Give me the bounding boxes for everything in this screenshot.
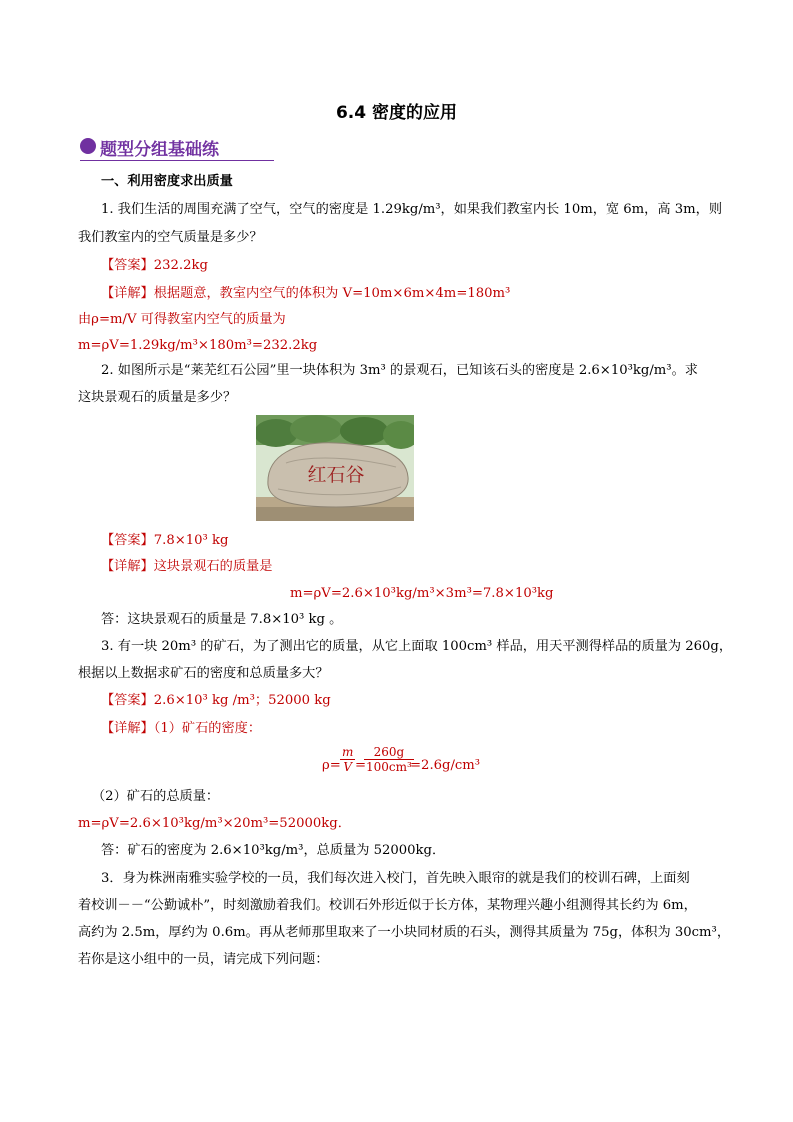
q2-conclusion: 答：这块景观石的质量是 7.8×10³ kg 。 xyxy=(101,612,343,627)
bullet-dot-icon xyxy=(80,138,96,154)
answer-value: 7.8×10³ kg xyxy=(153,533,229,548)
answer-tag: 【答案】 xyxy=(101,693,154,708)
detail-tag: 【详解】 xyxy=(101,559,154,574)
q3-detail-line2: （2）矿石的总质量： xyxy=(92,789,220,804)
section-header xyxy=(80,134,274,161)
q4-text-line3: 高约为 2.5m，厚约为 0.6m。再从老师那里取来了一小块同材质的石头，测得其质量为 75g，体积为 30cm³， xyxy=(78,925,731,940)
detail-text: 根据题意，教室内空气的体积为 V=10m×6m×4m=180m³ xyxy=(153,286,511,301)
rho-result: =2.6g/cm³ xyxy=(410,758,481,773)
landscape-stone-photo xyxy=(256,415,414,521)
q2-detail-line1 xyxy=(101,558,272,576)
q4-text-line4: 若你是这小组中的一员，请完成下列问题： xyxy=(78,952,329,967)
stone-image xyxy=(256,415,414,521)
section-header-label: 题型分组基础练 xyxy=(100,140,219,160)
q1-text-line2: 我们教室内的空气质量是多少？ xyxy=(78,230,263,245)
fraction-m-over-v xyxy=(340,745,355,774)
q3-answer xyxy=(101,692,331,710)
fraction-denominator: 100cm³ xyxy=(366,760,412,774)
q3-text-line2: 根据以上数据求矿石的密度和总质量多大？ xyxy=(78,666,329,681)
q2-formula: m=ρV=2.6×10³kg/m³×3m³=7.8×10³kg xyxy=(290,586,554,601)
q3-detail-line3: m=ρV=2.6×10³kg/m³×20m³=52000kg． xyxy=(78,816,351,831)
detail-tag: 【详解】 xyxy=(101,286,154,301)
subsection-heading: 一、利用密度求出质量 xyxy=(101,174,233,189)
answer-value: 232.2kg xyxy=(153,258,208,273)
q2-answer xyxy=(101,532,228,550)
q1-answer xyxy=(101,257,208,275)
q4-text-line2: 着校训－－“公勤诚朴”，时刻激励着我们。校训石外形近似于长方体，某物理兴趣小组测得其长约为 6m， xyxy=(78,898,697,913)
q1-detail-line1 xyxy=(101,285,510,303)
fraction-numerator: m xyxy=(342,745,354,759)
fraction-numerator: 260g xyxy=(364,745,414,760)
q2-text-line2: 这块景观石的质量是多少？ xyxy=(78,390,237,405)
q3-text-line1: 3. 有一块 20m³ 的矿石，为了测出它的质量，从它上面取 100cm³ 样品，用天平测得样品的质量为 260g， xyxy=(101,639,733,654)
q4-text-line1: 3．身为株洲南雅实验学校的一员，我们每次进入校门，首先映入眼帘的就是我们的校训石碑，上面刻 xyxy=(101,871,690,886)
q1-detail-line3: m=ρV=1.29kg/m³×180m³=232.2kg xyxy=(78,338,318,353)
answer-tag: 【答案】 xyxy=(101,533,154,548)
stone-engraving: 红石谷 xyxy=(307,464,365,486)
q3-conclusion: 答：矿石的密度为 2.6×10³kg/m³，总质量为 52000kg． xyxy=(101,843,446,858)
q1-detail-line2: 由ρ=m/V 可得教室内空气的质量为 xyxy=(78,312,286,327)
answer-tag: 【答案】 xyxy=(101,258,154,273)
detail-text: 这块景观石的质量是 xyxy=(153,559,273,574)
q2-text-line1: 2. 如图所示是“莱芜红石公园”里一块体积为 3m³ 的景观石，已知该石头的密度是 2.6×10³kg/m³。求 xyxy=(101,363,698,378)
fraction-denominator: V xyxy=(343,760,353,774)
answer-value: 2.6×10³ kg /m³；52000 kg xyxy=(153,693,331,708)
q1-text-line1: 1. 我们生活的周围充满了空气，空气的密度是 1.29kg/m³，如果我们教室内长 10m，宽 6m，高 3m，则 xyxy=(101,202,723,217)
q3-detail-line1 xyxy=(101,720,261,738)
rho-prefix: ρ= xyxy=(322,758,341,773)
fraction-values xyxy=(364,745,414,774)
page-title: 6.4 密度的应用 xyxy=(335,103,458,123)
detail-tag: 【详解】 xyxy=(101,721,154,736)
equals-sign: = xyxy=(355,758,367,773)
detail-text: （1）矿石的密度： xyxy=(153,721,262,736)
